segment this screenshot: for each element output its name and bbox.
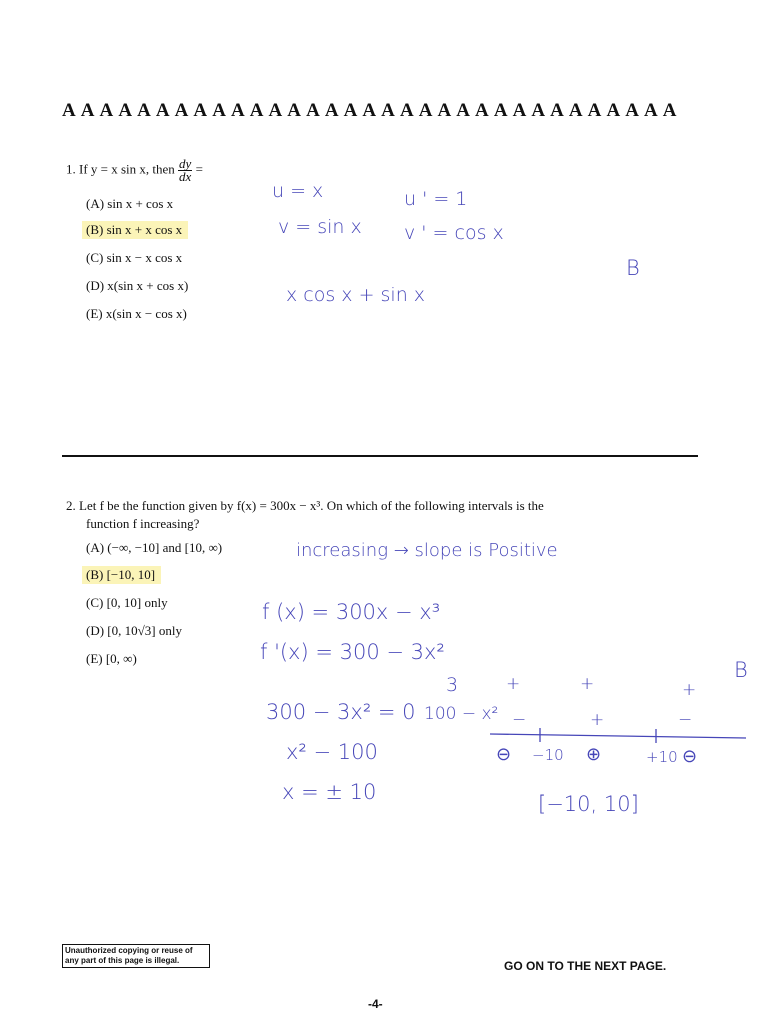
q1-work-result: x cos x + sin x: [286, 284, 426, 306]
q2-sign-mid-3: −: [678, 710, 693, 730]
q1-work-u: u = x: [272, 180, 324, 202]
q2-prompt-line2: function f increasing?: [86, 516, 200, 531]
q2-sign-top-2: +: [580, 674, 595, 694]
q2-sign-mid-2: +: [590, 710, 605, 730]
go-on-text: GO ON TO THE NEXT PAGE.: [504, 959, 667, 973]
q1-work-dv: v ' = cos x: [404, 222, 504, 244]
q2-work-fprime: f '(x) = 300 − 3x²: [260, 640, 445, 664]
q2-option-c[interactable]: (C) [0, 10] only: [86, 595, 168, 610]
q1-work-answer: B: [626, 256, 640, 280]
q1-option-c[interactable]: (C) sin x − x cos x: [86, 250, 183, 265]
q2-work-x2: x² − 100: [286, 740, 378, 764]
q1-option-d[interactable]: (D) x(sin x + cos x): [86, 278, 189, 293]
q2-option-a[interactable]: (A) (−∞, −10] and [10, ∞): [86, 540, 223, 555]
q2-option-e[interactable]: (E) [0, ∞): [86, 651, 137, 666]
q2-line-neg2: ⊖: [682, 746, 698, 767]
q1-work-v: v = sin x: [278, 216, 362, 238]
q1-option-a[interactable]: (A) sin x + cos x: [86, 196, 174, 211]
q2-work-f: f (x) = 300x − x³: [262, 600, 441, 624]
q2-tick-right-label: +10: [646, 748, 678, 766]
page-number: -4-: [368, 997, 383, 1011]
q2-number-line-axis: [490, 734, 746, 738]
q2-work-note: increasing → slope is Positive: [296, 540, 558, 561]
q2-work-xsol: x = ± 10: [282, 780, 377, 804]
q2-work-three: 3: [446, 674, 459, 696]
section-header: A A A A A A A A A A A A A A A A A A A A A A A A A A A A A A A A A: [62, 100, 678, 121]
q1-work-du: u ' = 1: [404, 188, 468, 210]
q2-line-pos: ⊕: [586, 744, 602, 765]
q1-frac-den: dx: [179, 169, 192, 184]
q2-sign-top-3: +: [682, 680, 697, 700]
q1-prompt-prefix: 1. If y = x sin x, then: [66, 161, 175, 177]
q2-tick-left-label: −10: [532, 746, 564, 764]
q1-frac-num: dy: [179, 156, 192, 171]
q1-prompt-suffix: =: [195, 161, 203, 177]
q2-option-d[interactable]: (D) [0, 10√3] only: [86, 623, 182, 638]
q2-prompt-line1: 2. Let f be the function given by f(x) = 300x − x³. On which of the following intervals is the: [66, 498, 544, 513]
q2-work-interval: [−10, 10]: [538, 792, 639, 816]
q2-sign-mid-1: −: [512, 710, 527, 730]
q2-work-factored: 100 − x²: [424, 704, 499, 724]
q2-work-eq: 300 − 3x² = 0: [266, 700, 416, 724]
q2-option-b-highlight: (B) [−10, 10]: [82, 566, 161, 584]
q2-line-neg: ⊖: [496, 744, 512, 765]
q2-work-answer: B: [734, 658, 748, 682]
q1-option-e[interactable]: (E) x(sin x − cos x): [86, 306, 187, 321]
q2-sign-top-1: +: [506, 674, 521, 694]
q1-option-b-highlight: (B) sin x + x cos x: [82, 221, 188, 239]
copyright-notice: Unauthorized copying or reuse of any part of this page is illegal.: [62, 944, 210, 968]
